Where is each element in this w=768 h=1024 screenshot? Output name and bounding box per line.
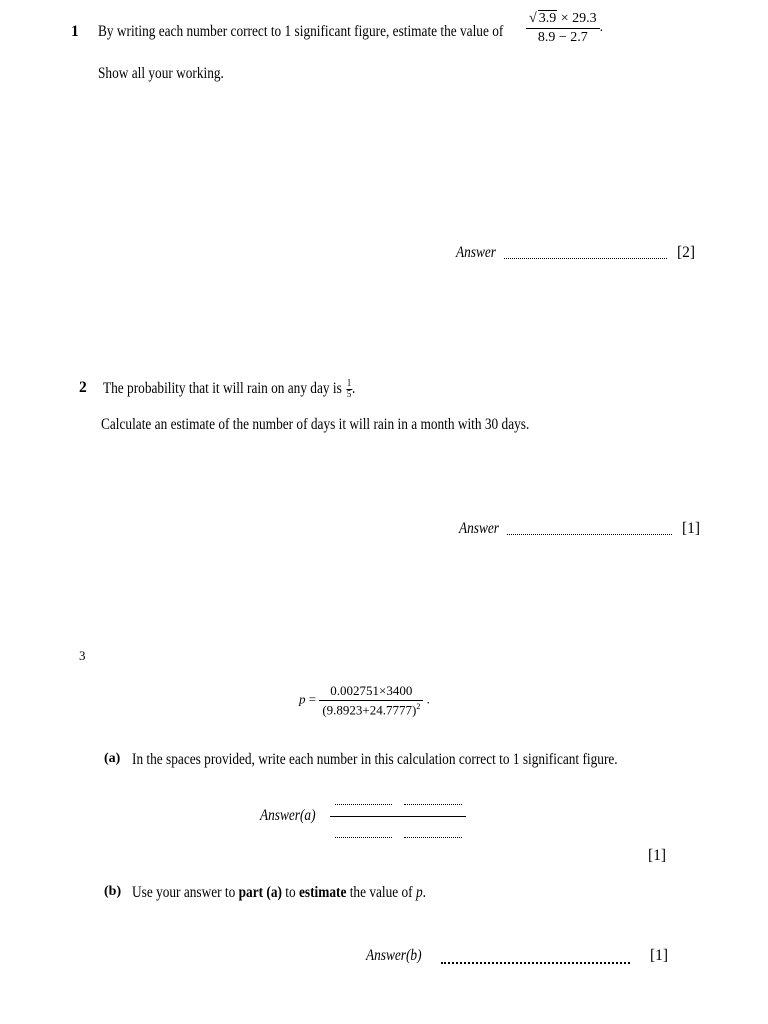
part-b-marks: [1] (650, 947, 669, 964)
question-2-number: 2 (79, 379, 87, 396)
answer-b-label: Answer(b) (366, 947, 422, 964)
part-b-pre: Use your answer to (132, 884, 239, 901)
formula-exponent: 2 (416, 702, 421, 711)
question-2-instruction: Calculate an estimate of the number of days it will rain in a month with 30 days. (101, 416, 530, 433)
answer-a-numerator-slot-2[interactable] (404, 804, 462, 805)
part-b-label: (b) (104, 884, 122, 899)
question-1-answer-label: Answer (456, 244, 496, 261)
question-2-marks: [1] (682, 520, 701, 537)
question-1-prompt-text: By writing each number correct to 1 significant figure, estimate the value of (98, 23, 504, 40)
question-2-answer-line[interactable] (507, 534, 672, 535)
answer-a-fraction-bar (330, 816, 466, 817)
part-a-text: In the spaces provided, write each number in this calculation correct to 1 significant figure. (132, 751, 618, 768)
part-b-bold-part-a: part (a) (238, 884, 282, 901)
formula-denominator: (9.8923+24.7777) (322, 702, 417, 718)
question-2-frac-bottom: 5 (346, 389, 352, 400)
part-b-post: the value of (346, 884, 416, 901)
question-1-answer-line[interactable] (504, 258, 667, 259)
part-b-end: . (422, 884, 426, 901)
question-2-end: . (351, 380, 356, 398)
question-1-end: . (599, 20, 604, 36)
part-b-bold-estimate: estimate (298, 884, 347, 901)
formula-numerator: 0.002751×3400 (319, 683, 423, 701)
question-1-number: 1 (71, 23, 79, 40)
question-1-radicand: 3.9 (538, 11, 557, 26)
question-2-answer-label: Answer (459, 520, 499, 537)
sqrt-sign: √ (529, 11, 537, 26)
question-1-working: Show all your working. (98, 65, 224, 82)
part-b-text (132, 884, 426, 902)
part-b-variable-p: p (415, 884, 423, 901)
formula-end: . (426, 691, 430, 707)
formula-equals: = (305, 691, 320, 707)
formula-variable-p: p (299, 691, 306, 707)
question-1-denominator: 8.9 − 2.7 (537, 30, 588, 45)
part-b-mid: to (281, 884, 299, 901)
part-a-marks: [1] (648, 847, 667, 864)
question-3-formula (299, 683, 430, 718)
question-2-prompt (103, 379, 355, 400)
part-a-label: (a) (104, 751, 121, 766)
question-1-prompt (98, 23, 503, 41)
question-1-multiplier: × 29.3 (560, 11, 597, 26)
answer-a-denominator-slot-1[interactable] (335, 837, 392, 838)
question-1-marks: [2] (677, 244, 696, 261)
question-1-expression (526, 10, 603, 46)
answer-b-line[interactable] (441, 962, 630, 964)
question-2-prompt-text: The probability that it will rain on any day is (103, 380, 342, 398)
answer-a-label: Answer(a) (260, 807, 316, 824)
answer-a-denominator-slot-2[interactable] (404, 837, 462, 838)
question-2-frac-top: 1 (346, 378, 352, 389)
question-3-number: 3 (79, 648, 86, 663)
answer-a-numerator-slot-1[interactable] (335, 804, 392, 805)
